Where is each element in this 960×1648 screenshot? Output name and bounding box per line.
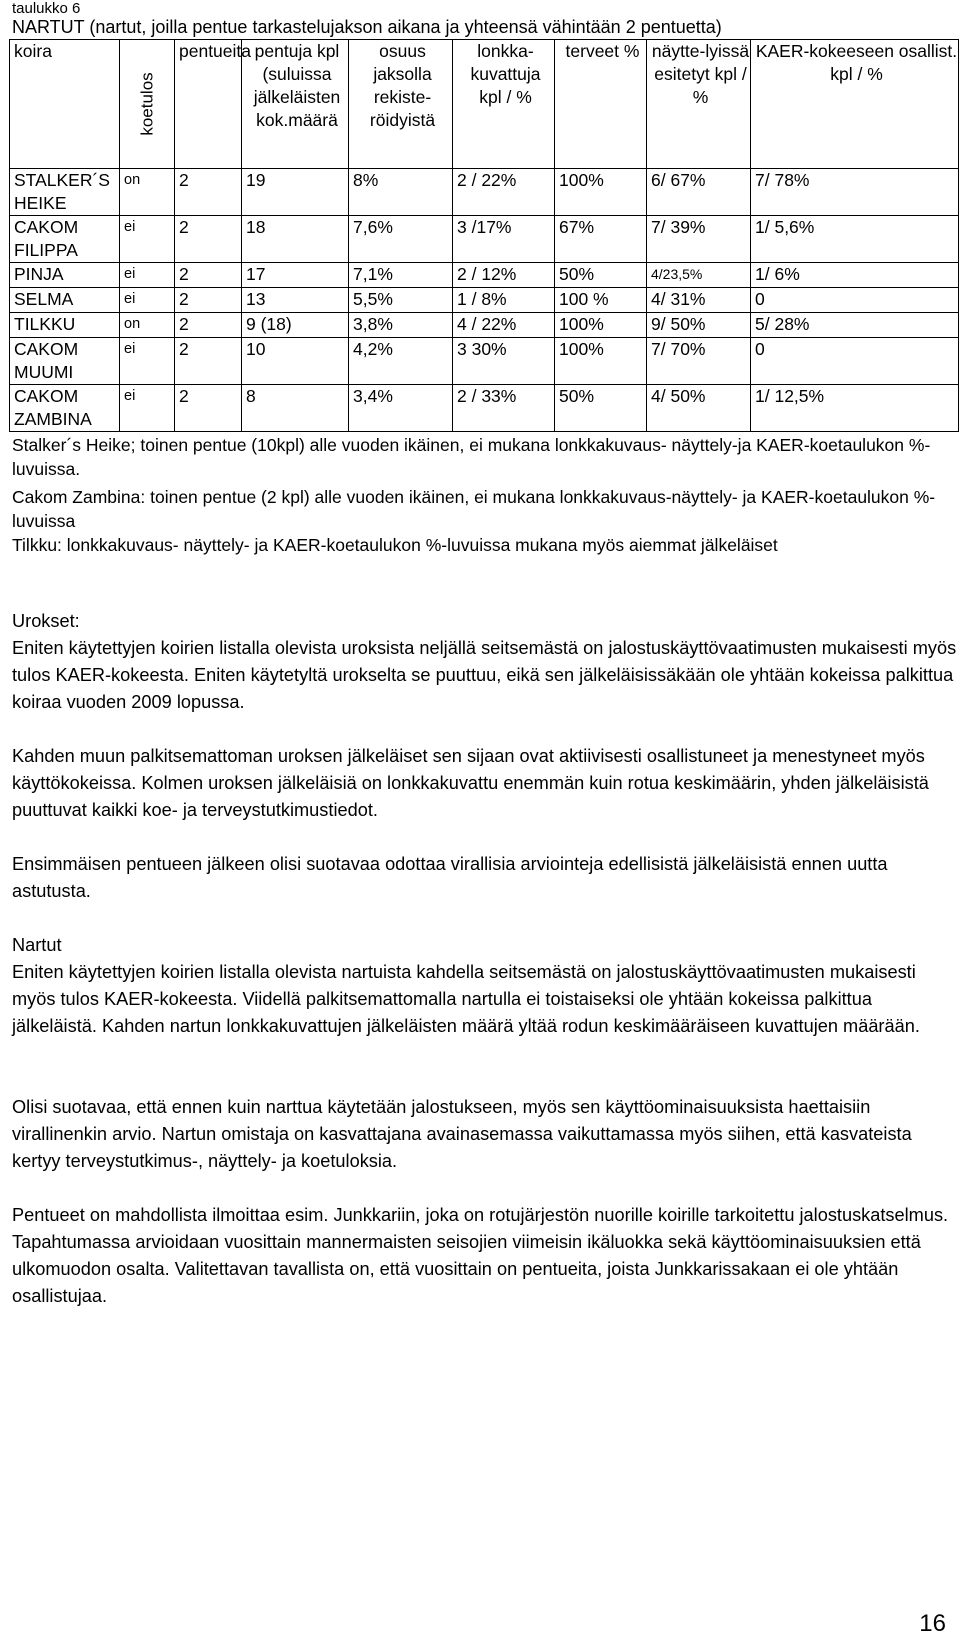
cell-terveet: 100 % — [555, 288, 647, 313]
cell-osuus: 7,6% — [349, 216, 453, 263]
table-row — [10, 263, 959, 288]
cell-kaer: 0 — [751, 338, 959, 385]
cell-koetulos: ei — [120, 338, 175, 385]
table-caption-title: NARTUT (nartut, joilla pentue tarkastelujakson aikana ja yhteensä vähintään 2 pentuetta) — [12, 17, 722, 37]
table-row — [10, 385, 959, 432]
header-lonkka: lonkka-kuvattuja kpl / % — [453, 40, 555, 169]
table-row — [10, 169, 959, 216]
cell-nayttely: 7/ 70% — [647, 338, 751, 385]
cell-lonkka: 1 / 8% — [453, 288, 555, 313]
header-pentueita: pentueita — [175, 40, 242, 169]
cell-lonkka: 2 / 12% — [453, 263, 555, 288]
cell-pentueita: 2 — [175, 169, 242, 216]
cell-nayttely: 4/23,5% — [647, 263, 751, 288]
cell-pentuja: 9 (18) — [242, 313, 349, 338]
urokset-paragraph-2: Kahden muun palkitsemattoman uroksen jälkeläiset sen sijaan ovat aktiivisesti osallistuneet ja menestyneet myös käyttökokeissa. Kolmen uroksen jälkeläisiä on lonkkakuvattu enemmän kuin rotua keskimäärin, yhden jälkeläisistä puuttuvat kaikki koe- ja terveystutkimustiedot. — [12, 746, 929, 820]
cell-nayttely: 6/ 67% — [647, 169, 751, 216]
cell-pentuja: 18 — [242, 216, 349, 263]
header-koetulos-text: koetulos — [137, 72, 157, 136]
cell-kaer: 0 — [751, 288, 959, 313]
page-number: 16 — [919, 1610, 946, 1637]
cell-pentueita: 2 — [175, 288, 242, 313]
urokset-heading: Urokset: — [12, 611, 80, 631]
cell-koira: CAKOM FILIPPA — [10, 216, 120, 263]
nartut-paragraph-2: Olisi suotavaa, että ennen kuin narttua käytetään jalostukseen, myös sen käyttöominaisuuksista haettaisiin virallinenkin arvio. Nartun omistaja on kasvattajana avainasemassa vaikuttamassa myös siihen, että kasvateista kertyy terveystutkimus-, näyttely- ja koetuloksia. — [12, 1097, 912, 1171]
table-caption-number: taulukko 6 — [12, 0, 81, 17]
nartut-paragraph-3: Pentueet on mahdollista ilmoittaa esim. Junkkariin, joka on rotujärjestön nuorille koirille tarkoitettu jalostuskatselmus. Tapahtumassa arvioidaan vuosittain mannermaisten seisojien viimeisin ikäluokka sekä käyttöominaisuuksien että ulkomuodon osalta. Valitettavan tavallista on, että vuosittain on pentueita, joista Junkkarissakaan ei ole yhtään osallistujaa. — [12, 1205, 949, 1306]
cell-terveet: 50% — [555, 385, 647, 432]
table-note: Stalker´s Heike; toinen pentue (10kpl) alle vuoden ikäinen, ei mukana lonkkakuvaus- näyttely-ja KAER-koetaulukon %-luvuissa. — [12, 435, 931, 479]
cell-pentuja: 17 — [242, 263, 349, 288]
cell-koetulos: on — [120, 169, 175, 216]
table-note: Cakom Zambina: toinen pentue (2 kpl) alle vuoden ikäinen, ei mukana lonkkakuvaus-näyttely- ja KAER-koetaulukon %-luvuissa — [12, 487, 936, 531]
table-row — [10, 288, 959, 313]
header-pentuja: pentuja kpl (suluissa jälkeläisten kok.määrä — [242, 40, 349, 169]
cell-terveet: 50% — [555, 263, 647, 288]
cell-nayttely: 9/ 50% — [647, 313, 751, 338]
cell-nayttely: 4/ 31% — [647, 288, 751, 313]
cell-pentueita: 2 — [175, 216, 242, 263]
cell-osuus: 7,1% — [349, 263, 453, 288]
nartut-table — [9, 39, 959, 432]
cell-koira: TILKKU — [10, 313, 120, 338]
cell-lonkka: 4 / 22% — [453, 313, 555, 338]
cell-koira: CAKOM MUUMI — [10, 338, 120, 385]
cell-koetulos: ei — [120, 216, 175, 263]
cell-pentueita: 2 — [175, 313, 242, 338]
cell-kaer: 1/ 6% — [751, 263, 959, 288]
cell-koetulos: ei — [120, 385, 175, 432]
cell-pentuja: 8 — [242, 385, 349, 432]
cell-pentuja: 19 — [242, 169, 349, 216]
cell-lonkka: 2 / 22% — [453, 169, 555, 216]
header-koetulos — [120, 40, 175, 169]
cell-koira: CAKOM ZAMBINA — [10, 385, 120, 432]
cell-terveet: 100% — [555, 169, 647, 216]
table-row — [10, 338, 959, 385]
header-osuus: osuus jaksolla rekiste-röidyistä — [349, 40, 453, 169]
cell-koetulos: on — [120, 313, 175, 338]
header-nayttely: näytte-lyissä esitetyt kpl / % — [647, 40, 751, 169]
table-note: Tilkku: lonkkakuvaus- näyttely- ja KAER-koetaulukon %-luvuissa mukana myös aiemmat jälkeläiset — [12, 535, 778, 555]
table-row — [10, 216, 959, 263]
cell-kaer: 7/ 78% — [751, 169, 959, 216]
cell-pentueita: 2 — [175, 263, 242, 288]
cell-koetulos: ei — [120, 263, 175, 288]
header-kaer: KAER-kokeeseen osallist. kpl / % — [751, 40, 959, 169]
cell-koira: SELMA — [10, 288, 120, 313]
cell-kaer: 1/ 5,6% — [751, 216, 959, 263]
cell-osuus: 3,8% — [349, 313, 453, 338]
header-koira: koira — [10, 40, 120, 169]
table-row — [10, 313, 959, 338]
cell-terveet: 100% — [555, 313, 647, 338]
cell-koira: PINJA — [10, 263, 120, 288]
cell-pentueita: 2 — [175, 385, 242, 432]
cell-lonkka: 3 30% — [453, 338, 555, 385]
nartut-heading: Nartut — [12, 935, 62, 955]
cell-nayttely: 7/ 39% — [647, 216, 751, 263]
cell-koira: STALKER´S HEIKE — [10, 169, 120, 216]
urokset-paragraph-1: Eniten käytettyjen koirien listalla olevista uroksista neljällä seitsemästä on jalostuskäyttövaatimusten mukaisesti myös tulos KAER-kokeesta. Eniten käytetyltä urokselta se puuttuu, eikä sen jälkeläisissäkään ole yhtään kokeissa palkittua koiraa vuoden 2009 lopussa. — [12, 638, 957, 712]
cell-kaer: 5/ 28% — [751, 313, 959, 338]
header-terveet: terveet % — [555, 40, 647, 169]
cell-nayttely: 4/ 50% — [647, 385, 751, 432]
nartut-paragraph-1: Eniten käytettyjen koirien listalla olevista nartuista kahdella seitsemästä on jalostuskäyttövaatimusten mukaisesti myös tulos KAER-kokeesta. Viidellä palkitsemattomalla nartulla ei toistaiseksi ole yhtään kokeissa palkittua jälkeläistä. Kahden nartun lonkkakuvattujen jälkeläisten määrä yltää rodun keskimääräiseen kuvattujen määrään. — [12, 962, 920, 1036]
cell-pentueita: 2 — [175, 338, 242, 385]
cell-lonkka: 2 / 33% — [453, 385, 555, 432]
cell-osuus: 8% — [349, 169, 453, 216]
urokset-paragraph-3: Ensimmäisen pentueen jälkeen olisi suotavaa odottaa virallisia arviointeja edellisistä jälkeläisistä ennen uutta astutusta. — [12, 854, 888, 901]
cell-osuus: 5,5% — [349, 288, 453, 313]
cell-osuus: 3,4% — [349, 385, 453, 432]
cell-osuus: 4,2% — [349, 338, 453, 385]
cell-kaer: 1/ 12,5% — [751, 385, 959, 432]
cell-pentuja: 10 — [242, 338, 349, 385]
cell-terveet: 100% — [555, 338, 647, 385]
cell-lonkka: 3 /17% — [453, 216, 555, 263]
table-header-row — [10, 40, 959, 169]
cell-terveet: 67% — [555, 216, 647, 263]
cell-pentuja: 13 — [242, 288, 349, 313]
cell-koetulos: ei — [120, 288, 175, 313]
